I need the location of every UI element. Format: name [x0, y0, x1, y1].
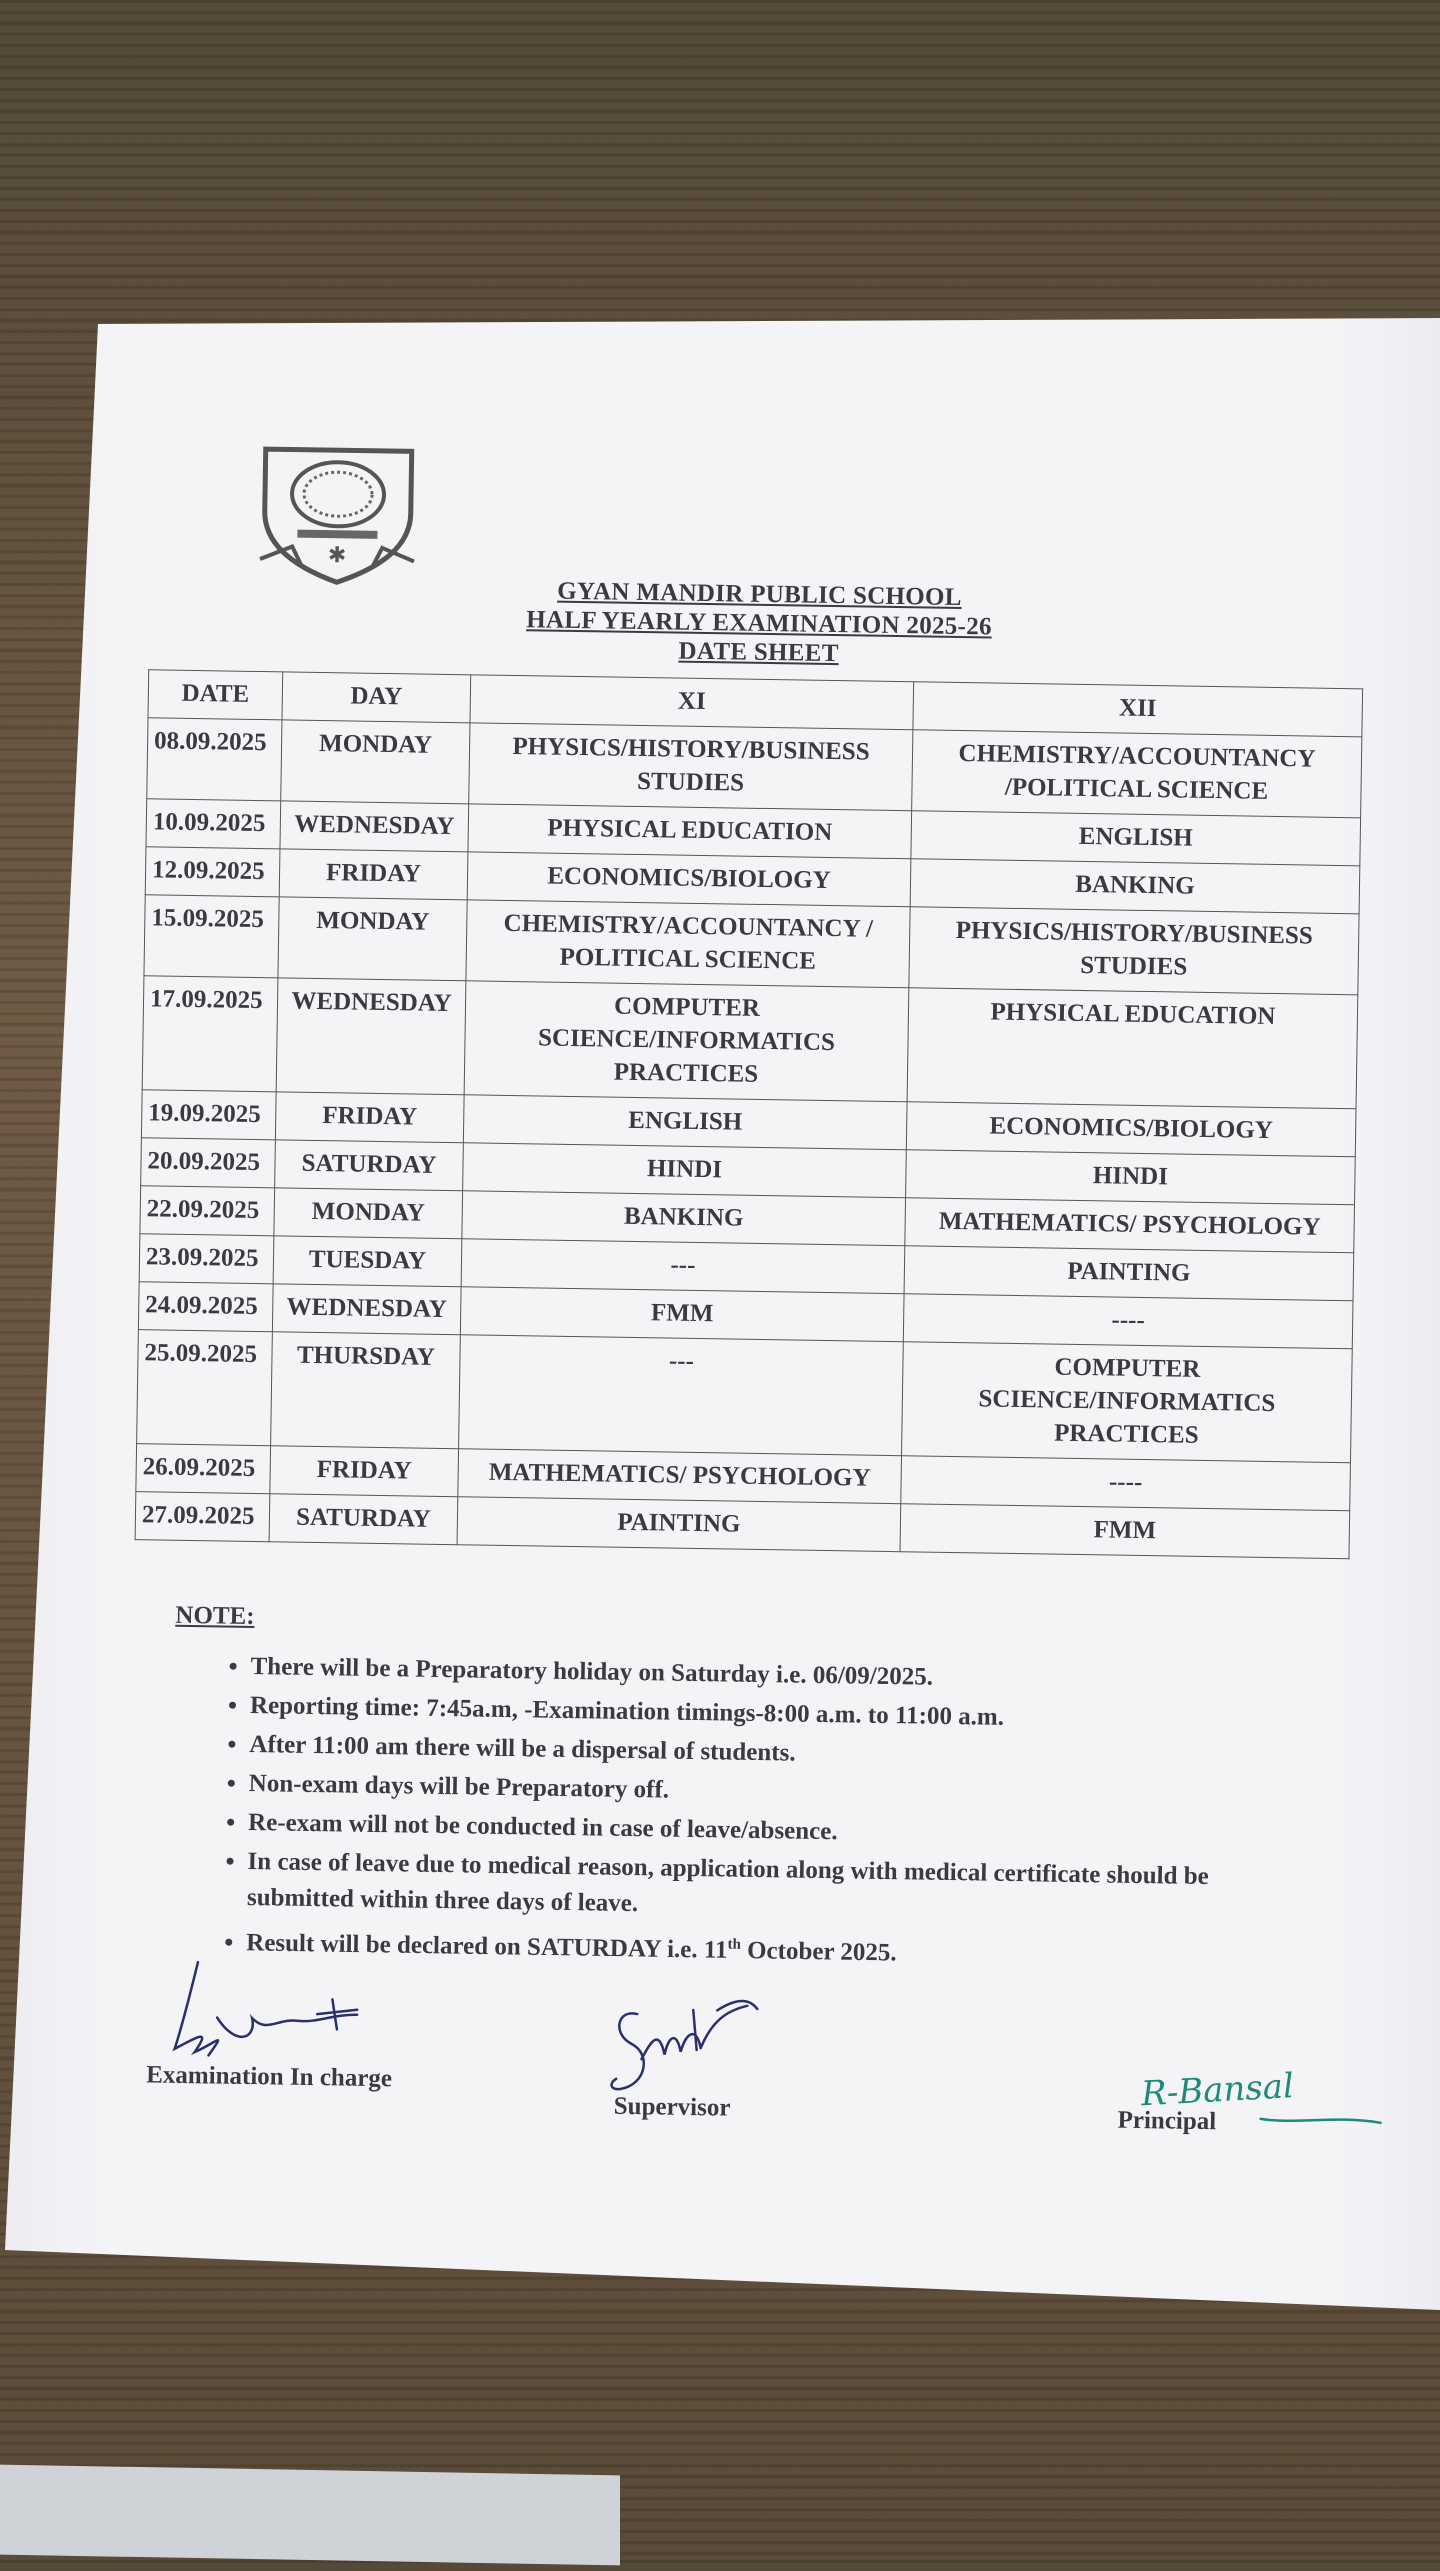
xi-cell: ECONOMICS/BIOLOGY [467, 852, 911, 907]
header-day: DAY [282, 672, 471, 723]
date-cell: 20.09.2025 [141, 1138, 276, 1188]
exam-title: HALF YEARLY EXAMINATION 2025-26 [526, 606, 993, 641]
list-item: • Non-exam days will be Preparatory off. [248, 1766, 1268, 1818]
day-cell: FRIDAY [279, 849, 468, 900]
result-text: Result will be declared on SATURDAY i.e. 11 [246, 1929, 728, 1964]
svg-text:✱: ✱ [327, 543, 347, 569]
xii-cell: COMPUTER SCIENCE/INFORMATICS PRACTICES [902, 1342, 1353, 1463]
date-cell: 15.09.2025 [144, 895, 279, 978]
xi-cell: PHYSICAL EDUCATION [468, 804, 912, 859]
school-name: GYAN MANDIR PUBLIC SCHOOL [557, 577, 962, 612]
day-cell: SATURDAY [269, 1494, 458, 1545]
date-cell: 24.09.2025 [138, 1282, 273, 1332]
xii-cell: ---- [901, 1456, 1351, 1511]
day-cell: THURSDAY [271, 1332, 461, 1449]
date-cell: 23.09.2025 [139, 1234, 274, 1284]
xi-cell: PAINTING [457, 1497, 901, 1552]
xi-cell: HINDI [463, 1143, 907, 1198]
xi-cell: --- [459, 1335, 904, 1456]
day-cell: WEDNESDAY [272, 1284, 461, 1335]
xii-cell: ECONOMICS/BIOLOGY [906, 1102, 1356, 1157]
date-cell: 22.09.2025 [140, 1186, 275, 1236]
xi-cell: COMPUTER SCIENCE/INFORMATICS PRACTICES [464, 981, 909, 1102]
list-item: • Re-exam will not be conducted in case of leave/absence. [248, 1805, 1268, 1857]
result-text-end: October 2025. [740, 1937, 897, 1967]
xii-cell: CHEMISTRY/ACCOUNTANCY /POLITICAL SCIENCE [912, 730, 1362, 818]
supervisor-label: Supervisor [613, 2092, 731, 2122]
day-cell: WEDNESDAY [280, 801, 469, 852]
notes-list [206, 1648, 1271, 1980]
xii-cell: MATHEMATICS/ PSYCHOLOGY [905, 1198, 1355, 1253]
day-cell: FRIDAY [275, 1092, 464, 1143]
xi-cell: CHEMISTRY/ACCOUNTANCY / POLITICAL SCIENCE [466, 900, 910, 988]
date-cell: 17.09.2025 [142, 976, 278, 1092]
xii-cell: PHYSICAL EDUCATION [907, 988, 1358, 1109]
day-cell: MONDAY [281, 720, 470, 804]
date-cell: 25.09.2025 [137, 1330, 273, 1446]
result-superscript: th [727, 1936, 742, 1953]
xi-cell: PHYSICS/HISTORY/BUSINESS STUDIES [469, 723, 913, 811]
xi-cell: --- [461, 1239, 905, 1294]
table-row [137, 1330, 1353, 1463]
exam-incharge-signature [156, 1957, 398, 2071]
principal-label: Principal [1117, 2106, 1217, 2136]
day-cell: FRIDAY [270, 1446, 459, 1497]
xi-cell: BANKING [462, 1191, 906, 1246]
date-cell: 26.09.2025 [136, 1444, 271, 1494]
xi-cell: FMM [460, 1287, 904, 1342]
xii-cell: ENGLISH [911, 811, 1361, 866]
note-title: NOTE: [175, 1601, 255, 1631]
xii-cell: FMM [900, 1504, 1350, 1559]
xii-cell: BANKING [910, 859, 1360, 914]
date-sheet-table [135, 669, 1364, 1559]
list-item: • Reporting time: 7:45a.m, -Examination timings-8:00 a.m. to 11:00 a.m. [250, 1688, 1270, 1740]
day-cell: WEDNESDAY [276, 978, 466, 1095]
exam-incharge-label: Examination In charge [145, 2061, 393, 2093]
header-xii: XII [913, 682, 1363, 737]
list-item: • After 11:00 am there will be a dispersal of students. [249, 1727, 1269, 1779]
day-cell: MONDAY [278, 897, 467, 981]
list-item: • In case of leave due to medical reason, application along with medical certificate should be submitted within three days of leave. [247, 1844, 1268, 1932]
date-cell: 12.09.2025 [145, 847, 280, 897]
header-xi: XI [470, 675, 914, 730]
date-cell: 08.09.2025 [147, 718, 282, 801]
xii-cell: PAINTING [904, 1246, 1354, 1301]
date-cell: 27.09.2025 [135, 1492, 270, 1542]
xi-cell: ENGLISH [463, 1095, 907, 1150]
xi-cell: MATHEMATICS/ PSYCHOLOGY [458, 1449, 902, 1504]
principal-signature-flourish [1255, 2089, 1386, 2141]
date-cell: 10.09.2025 [146, 799, 281, 849]
day-cell: MONDAY [274, 1188, 463, 1239]
header-date: DATE [148, 670, 283, 720]
school-crest-logo [252, 441, 424, 594]
xii-cell: ---- [903, 1294, 1353, 1349]
list-item: • There will be a Preparatory holiday on Saturday i.e. 06/09/2025. [250, 1649, 1270, 1701]
date-sheet-title: DATE SHEET [678, 637, 839, 668]
table-row [142, 976, 1358, 1109]
date-cell: 19.09.2025 [141, 1090, 276, 1140]
xii-cell: PHYSICS/HISTORY/BUSINESS STUDIES [909, 907, 1359, 995]
principal-signature: R-Bansal [1140, 2066, 1295, 2115]
day-cell: SATURDAY [275, 1140, 464, 1191]
xii-cell: HINDI [906, 1150, 1356, 1205]
day-cell: TUESDAY [273, 1236, 462, 1287]
